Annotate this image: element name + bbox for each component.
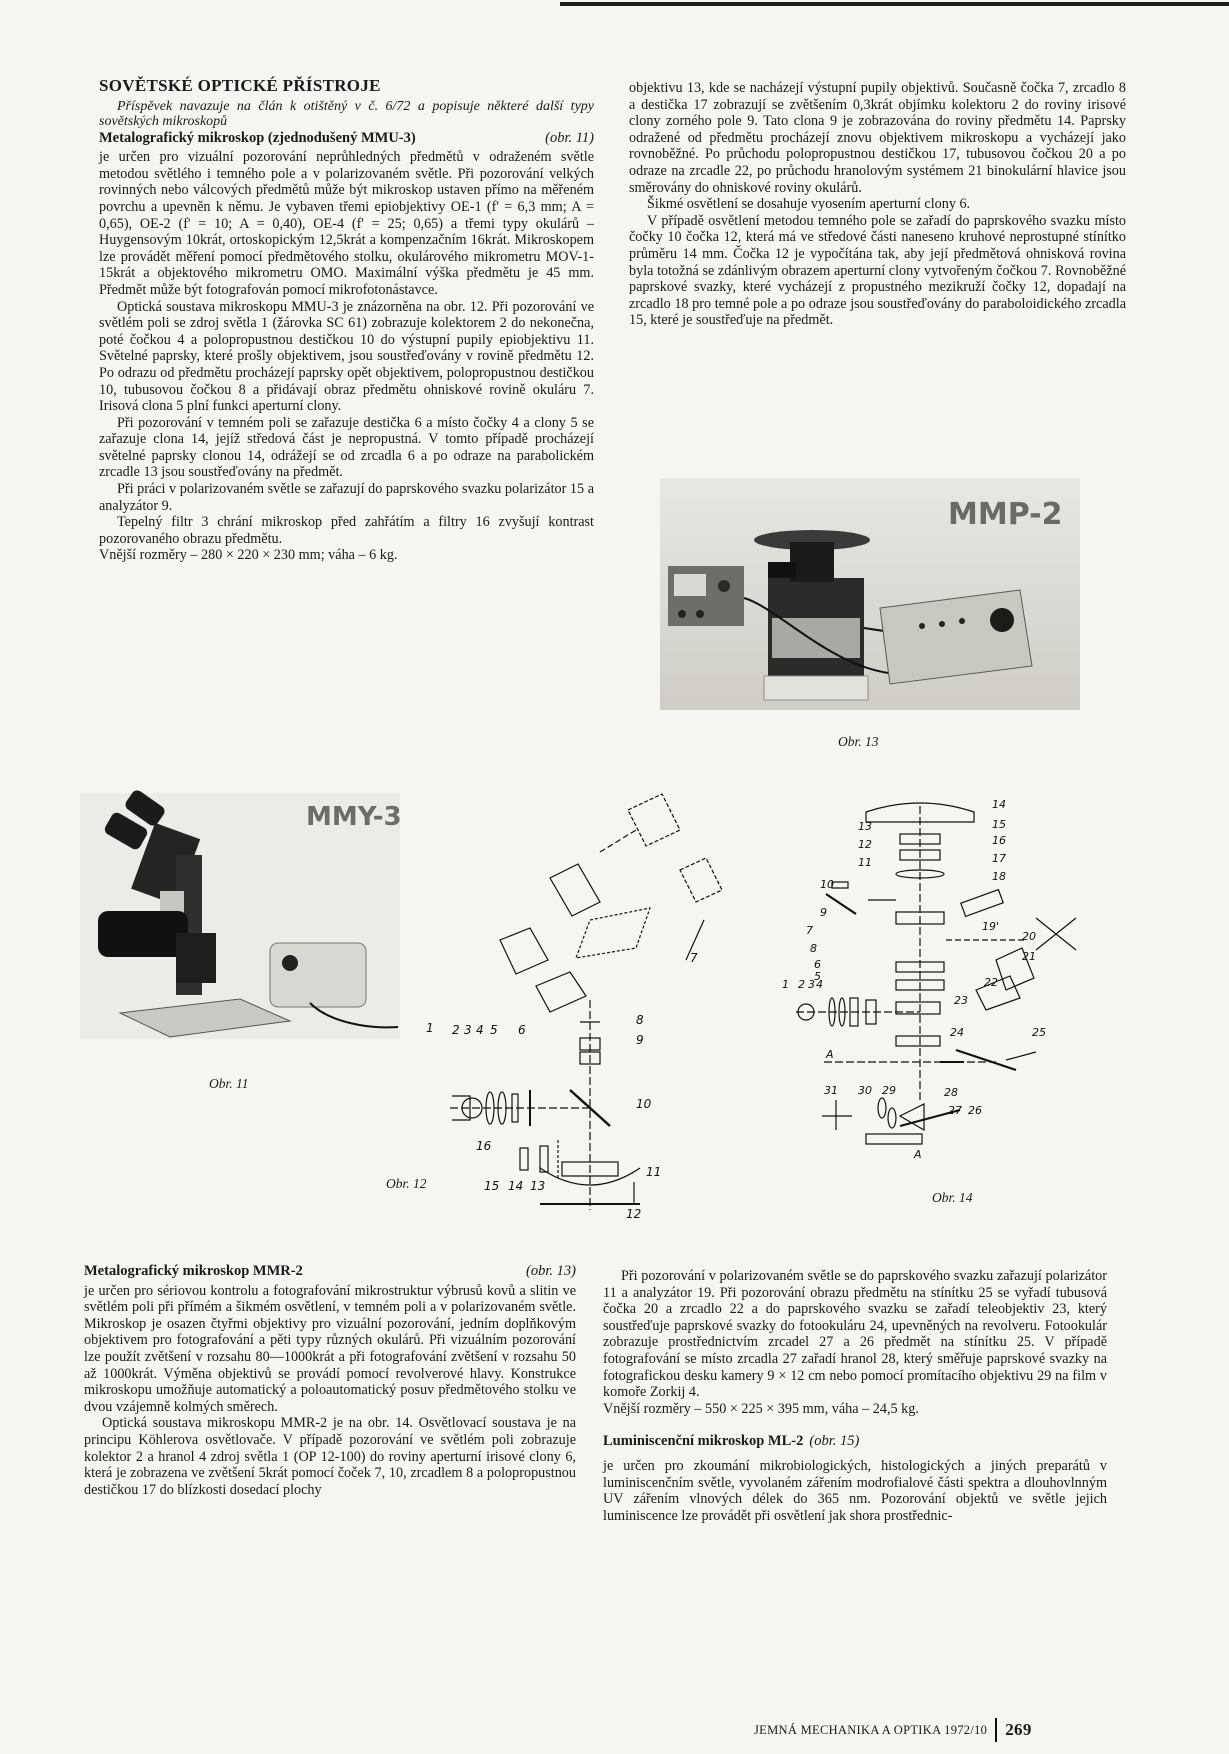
fig14-label: 17 [992,852,1006,865]
fig12-label: 13 [530,1179,546,1193]
ml2-paragraph: je určen pro zkoumání mikrobiologických, histologických a jiných preparátů v luminiscenčním světle, vyvolaném zářením modrofialové části spektra a dlouhovlnným UV zářením vlnových délek do 365 nm. Pozorování objektů ve světle jejich luminiscence lze provádět při osvětlení jak shora prostřednic- [603,1457,1107,1524]
mmu3-dimensions: Vnější rozměry – 280 × 220 × 230 mm; váha – 6 kg. [99,547,398,564]
fig14-label: 13 [858,820,872,833]
fig12-label: 16 [476,1139,492,1153]
fig12-label: 3 [464,1023,472,1037]
col2-paragraph: Šikmé osvětlení se dosahuje vyosením aperturní clony 6. [647,196,971,213]
fig14-label: 11 [858,856,872,869]
fig12-label: 15 [484,1179,500,1193]
figure-12-caption: Obr. 12 [386,1176,427,1191]
page-number: 269 [1005,1720,1032,1739]
figure-13-photo [660,478,1080,710]
fig14-label: 10 [820,878,834,891]
mmu3-heading-text: Metalografický mikroskop (zjednodušený MMU-3) [99,129,416,146]
mmr2-dimensions: Vnější rozměry – 550 × 225 × 395 mm, váha – 24,5 kg. [603,1400,919,1417]
fig14-label: 12 [858,838,872,851]
figure-14-caption: Obr. 14 [932,1190,973,1205]
mmr2-paragraph: Optická soustava mikroskopu MMR-2 je na obr. 14. Osvětlovací soustava je na principu Köhlerova osvětlovače. V případě pozorování ve světlém poli zobrazuje kolektor 2 a hranol 4 zdroj světla 1 (OP 12-100) do roviny aperturní irisové clony 6, která je zobrazena ve zvětšení 5krát pomocí čoček 7, 10, zrcadlem 8 a polopropustnou destičkou 17 do blízkosti dosedací plochy [84,1415,576,1498]
col4-paragraph: Při pozorování v polarizovaném světle se do paprskového svazku zařazují polarizátor 11 a analyzátor 19. Při pozorování obrazu předmětu na stínítku 25 se vyřadí tubusová čočka 20 a zrcadlo 22 a do paprskového svazku se zařadí teleobjektiv 23, který soustřeďuje paprskové svazky do fotookuláru 24, upevněných na revolveru. Fotookulár zobrazuje prostřednictvím zrcadel 27 a 26 předmět na stínítku 25. V případě fotografování se místo zrcadla 27 zařadí hranol 28, který směřuje paprskové svazky na fotografickou desku kamery 9 × 12 cm nebo pomocí promítacího objektivu 29 na film v komoře Zorkij 4. [603,1268,1107,1401]
mmr2-heading [84,1263,576,1280]
fig14-label: 30 [858,1084,872,1097]
mmu3-heading [99,130,594,147]
mmr2-paragraph: je určen pro sériovou kontrolu a fotografování mikrostruktur výbrusů kovů a slitin ve světlém poli při přímém a šikmém osvětlení, v temném poli a v polarizovaném světle. Mikroskop je osazen čtyřmi objektivy pro vizuální pozorování, jedním doplňkovým objektivem pro fotografování a pěti typy různých okulárů. Při vizuálním pozorování lze použít zvětšení v rozsahu 80—1000krát a při fotografování zvětšení v rozsahu 50 až 1000krát. Výměna objektivů se provádí pomocí revolverové hlavy. Konstrukce mikroskopu umožňuje automatický a poloautomatický posuv předmětového stolku ve dvou vzájemně kolmých směrech. [84,1282,576,1415]
figure-14-diagram [782,798,1126,1180]
column-left-top [99,78,594,564]
mmu3-figure-ref: (obr. 11) [545,129,594,146]
fig14-label: 16 [992,834,1006,847]
column-right-bottom [603,1268,1107,1524]
mmu3-paragraph: je určen pro vizuální pozorování neprůhledných předmětů v odraženém světle metodou světlého i temného pole a v polarizovaném světle. Při pozorování velkých rovinných nebo válcových předmětů může být mikroskop ustaven přímo na měřeném povrchu a upevněn k němu. Je vybaven třemi epiobjektivy OE-1 (f' = 6,3 mm; A = 0,65), OE-2 (f' = 10; A = 0,40), OE-4 (f' = 25; 0,65) a třemi typy okulárů – Huygensovým 10krát, ortoskopickým 12,5krát a kompenzačním 16krát. Mikroskopem lze provádět měření pomocí předmětového stolku, okulárového mikrometru MOV-1-15krát a objektového mikrometru OMO. Maximální výška předmětu je 45 mm. Předmět může být fotografován pomocí mikrofotonástavce. [99,149,594,298]
ml2-figure-ref: (obr. 15) [809,1433,860,1450]
mmr2-optical-schematic [782,798,1126,1180]
fig14-label: 31 [824,1084,838,1097]
article-title: SOVĚTSKÉ OPTICKÉ PŘÍSTROJE [99,76,381,95]
fig14-label: 19' [982,920,1000,933]
mmy3-label: MMY-3 [306,802,402,832]
fig14-label: 22 [984,976,998,989]
fig14-label: 7 [806,924,813,937]
fig14-label: 15 [992,818,1006,831]
mmp2-photo-image [660,478,1080,710]
fig14-label: A [826,1048,834,1061]
ml2-heading-text: Luminiscenční mikroskop ML-2 [603,1433,804,1450]
mmp2-label: MMP-2 [948,497,1063,532]
ml2-heading [603,1433,1107,1450]
fig12-label: 8 [636,1013,644,1027]
fig14-label: 24 [950,1026,964,1039]
mmu3-paragraph: Tepelný filtr 3 chrání mikroskop před zahřátím a filtry 16 zvyšují kontrast pozorovaného obrazu předmětu. [99,514,594,547]
fig12-label: 1 [426,1021,434,1035]
fig14-label: 1 [782,978,789,991]
fig14-label: 4 [816,978,823,991]
fig14-label: 9 [820,906,827,919]
fig12-label: 14 [508,1179,524,1193]
fig12-label: 6 [518,1023,526,1037]
fig12-label: 5 [490,1023,498,1037]
fig12-label: 11 [646,1165,662,1179]
mmu3-paragraph: Optická soustava mikroskopu MMU-3 je znázorněna na obr. 12. Při pozorování ve světlém poli se zdroj světla 1 (žárovka SC 61) zobrazuje kolektorem 2 do nekonečna, poté čočkou 4 a polopropustnou destičkou 10 do výstupní pupily epiobjektivu 11. Světelné paprsky, které prošly objektivem, jsou soustřeďovány v rovině předmětu 12. Po odrazu od předmětu procházejí paprsky opět objektivem, polopropustnou destičkou 10, tubusovou čočkou 8 a přidávají obraz předmětu ohniskové rovině okuláru 7. Irisová clona 5 plní funkci aperturní clony. [99,298,594,415]
fig14-label: 21 [1022,950,1036,963]
mmr2-heading-text: Metalografický mikroskop MMR-2 [84,1263,303,1279]
column-right-top [629,80,1126,329]
fig12-label: 2 [452,1023,460,1037]
figure-13-caption: Obr. 13 [838,734,879,749]
fig14-label: 6 [814,958,821,971]
fig14-label: A [914,1148,922,1161]
fig12-label: 9 [636,1033,644,1047]
page-footer [754,1718,1032,1742]
fig14-label: 5 [814,970,821,983]
journal-name: JEMNÁ MECHANIKA A OPTIKA 1972/10 [754,1722,988,1737]
fig14-label: 23 [954,994,968,1007]
article-lead: Příspěvek navazuje na člán k otištěný v č. 6/72 a popisuje některé další typy sovětských mikroskopů [99,98,594,130]
column-left-bottom [84,1263,576,1498]
fig14-label: 14 [992,798,1006,811]
mmu3-paragraph: Při pozorování v temném poli se zařazuje destička 6 a místo čočky 4 a clony 5 se zařazuje clona 14, jejíž středová část je nepropustná. V tomto případě procházejí světelné paprsky clonou 14, odrážejí se od zrcadla 6 a po odraze na parabolickém zrcadle 13 jsou soustřeďovány na předmět. [99,414,594,481]
mmr2-figure-ref: (obr. 13) [526,1263,576,1279]
fig14-label: 3 [808,978,815,991]
mmy3-photo-image [80,793,400,1039]
figure-11-photo [80,793,400,1039]
figure-11-caption: Obr. 11 [209,1076,249,1091]
mmu3-paragraph: Při práci v polarizovaném světle se zařazují do paprskového svazku polarizátor 15 a analyzátor 9. [99,481,594,514]
fig14-label: 8 [810,942,817,955]
mmu3-optical-schematic [426,790,740,1221]
fig14-label: 26 [968,1104,982,1117]
top-rule [560,2,1229,6]
fig12-label: 7 [690,951,698,965]
fig12-label: 4 [476,1023,484,1037]
col2-paragraph: V případě osvětlení metodou temného pole se zařadí do paprskového svazku místo čočky 10 čočka 12, která má ve středové části naneseno kruhové neprostupné stínítko průměru 14 mm. Čočka 12 je vypočítána tak, aby její předmětová ohnisková rovina byla totožná se zdánlivým obrazem aperturní clony vytvořeným čočkou 7. Rovnoběžné paprskové svazky, které vycházejí z propustného mezikruží čočky 12, dopadají na zrcadlo 18 pro temné pole a po odraze jsou soustřeďovány do paraboloidického zrcadla 15, které je soustřeďuje na předmět. [629,212,1126,329]
footer-divider [995,1718,997,1742]
col2-paragraph: objektivu 13, kde se nacházejí výstupní pupily objektivů. Současně čočka 7, zrcadlo 8 a destička 17 zobrazují se zvětšením 0,3krát objímku kolektoru 2 do roviny irisové clony zorného pole 9. Tato clona 9 je zobrazována do roviny předmětu 14. Paprsky odražené od předmětu procházejí znovu objektivem mikroskopu a vycházejí jako rovnoběžné. Po průchodu polopropustnou destičkou 17, tubusovou čočkou 20 a po odraze na zrcadle 22, po průchodu hranolovým systémem 21 binokulární hlavice jsou směrovány do ohniskové roviny okulárů. [629,80,1126,196]
fig14-label: 28 [944,1086,958,1099]
fig14-label: 29 [882,1084,896,1097]
fig14-label: 25 [1032,1026,1046,1039]
fig14-label: 18 [992,870,1006,883]
fig14-label: 20 [1022,930,1036,943]
fig12-label: 12 [626,1207,642,1221]
fig14-label: 27 [948,1104,962,1117]
figure-12-diagram [426,790,740,1221]
fig14-label: 2 [798,978,805,991]
fig12-label: 10 [636,1097,652,1111]
